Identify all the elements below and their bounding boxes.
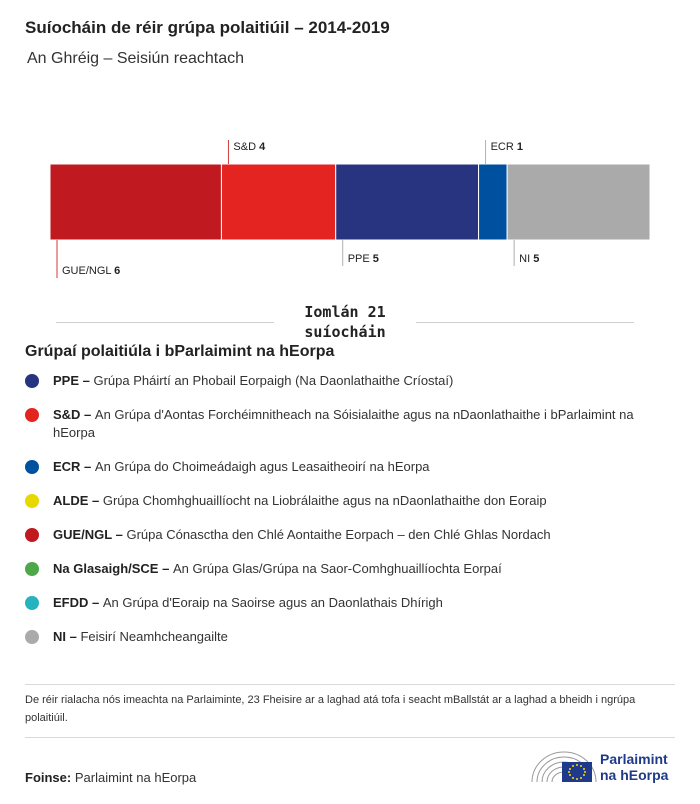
- note-divider-top: [25, 684, 675, 685]
- group-item: [25, 560, 675, 578]
- group-item: [25, 458, 675, 476]
- group-item: [25, 526, 675, 544]
- logo-line-2: na hEorpa: [600, 767, 669, 783]
- bar-segment-ppe: [336, 164, 479, 240]
- group-abbr: ECR –: [53, 459, 95, 474]
- group-color-dot: [25, 374, 39, 388]
- logo-line-1: Parlaimint: [600, 751, 668, 767]
- group-color-dot: [25, 494, 39, 508]
- bar-label-s-d: S&D 4: [233, 141, 266, 153]
- source-line: [25, 770, 196, 785]
- group-abbr: PPE –: [53, 373, 94, 388]
- total-seats-label: Iomlán 21 suíocháin: [304, 303, 386, 341]
- group-description: Grúpa Chomhghuaillíocht na Liobrálaithe agus na nDaonlathaithe don Eoraip: [102, 493, 547, 508]
- group-description: An Grúpa Glas/Grúpa na Saor-Comhghuaillíochta Eorpaí: [172, 561, 502, 576]
- group-description: An Grúpa d'Aontas Forchéimnitheach na Sóisialaithe agus na nDaonlathaithe i bParlaimint na hEorpa: [53, 407, 634, 440]
- group-color-dot: [25, 408, 39, 422]
- bar-label-ni: NI 5: [519, 253, 540, 265]
- groups-legend: [25, 372, 675, 646]
- group-abbr: Na Glasaigh/SCE –: [53, 561, 173, 576]
- group-description: Feisirí Neamhcheangailte: [80, 629, 228, 644]
- group-description: An Grúpa d'Eoraip na Saoirse agus an Daonlathais Dhírigh: [102, 595, 443, 610]
- group-color-dot: [25, 596, 39, 610]
- group-description: An Grúpa do Choimeádaigh agus Leasaitheoirí na hEorpa: [94, 459, 430, 474]
- bar-label-ecr: ECR 1: [490, 141, 523, 153]
- group-color-dot: [25, 460, 39, 474]
- group-color-dot: [25, 528, 39, 542]
- group-item: [25, 492, 675, 510]
- groups-heading: Grúpaí polaitiúla i bParlaimint na hEorpa: [25, 343, 335, 360]
- group-item: [25, 628, 675, 646]
- rules-note: De réir rialacha nós imeachta na Parlaiminte, 23 Fheisire ar a laghad atá tofa i seacht mBallstát ar a laghad a bheidh i ngrúpa polaitiúil.: [25, 694, 636, 724]
- bar-label-ppe: PPE 5: [347, 253, 379, 265]
- group-description: Grúpa Pháirtí an Phobail Eorpaigh (Na Daonlathaithe Críostaí): [93, 373, 454, 388]
- group-abbr: GUE/NGL –: [53, 527, 127, 542]
- group-item: [25, 406, 675, 442]
- bar-segment-ecr: [479, 164, 508, 240]
- chart-title: Suíocháin de réir grúpa polaitiúil – 2014-2019: [25, 18, 390, 37]
- source-label: Foinse:: [25, 770, 72, 785]
- group-item: [25, 594, 675, 612]
- group-color-dot: [25, 562, 39, 576]
- group-abbr: S&D –: [53, 407, 95, 422]
- group-abbr: NI –: [53, 629, 81, 644]
- european-parliament-logo: [528, 744, 688, 790]
- chart-subtitle: An Ghréig – Seisiún reachtach: [27, 50, 245, 67]
- bar-label-gue-ngl: GUE/NGL 6: [62, 265, 121, 277]
- total-seats: [56, 300, 634, 344]
- group-abbr: ALDE –: [53, 493, 103, 508]
- bar-segment-s-d: [221, 164, 335, 240]
- logo-wordmark: [600, 751, 668, 783]
- stacked-seat-bar-chart: [0, 130, 700, 290]
- group-color-dot: [25, 630, 39, 644]
- group-item: [25, 372, 675, 390]
- note-divider-bottom: [25, 737, 675, 738]
- group-description: Grúpa Cónasctha den Chlé Aontaithe Eorpach – den Chlé Ghlas Nordach: [126, 527, 551, 542]
- source-value: Parlaimint na hEorpa: [74, 770, 197, 785]
- group-abbr: EFDD –: [53, 595, 103, 610]
- bar-segment-ni: [507, 164, 650, 240]
- bar-segment-gue-ngl: [50, 164, 221, 240]
